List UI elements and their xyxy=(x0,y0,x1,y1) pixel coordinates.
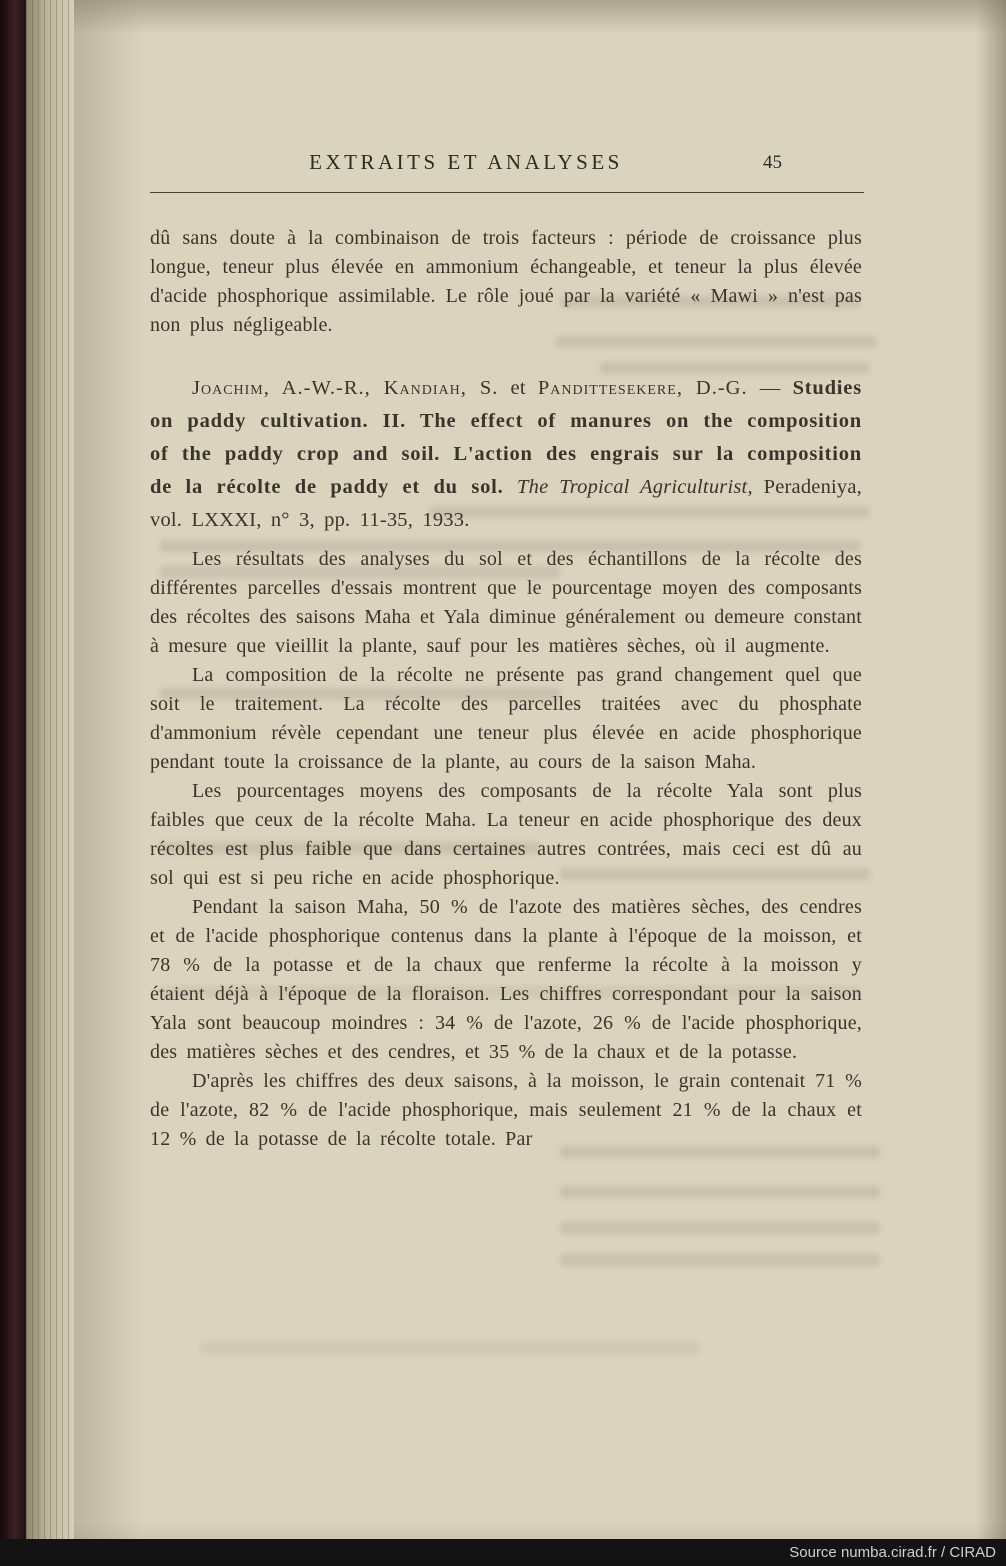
body-paragraph: D'après les chiffres des deux saisons, à la moisson, le grain contenait 71 % de l'azote, 82 % de l'acide phosphorique, mais seulement 21 % de la chaux et 12 % de la potasse de la récolte totale. Par xyxy=(150,1070,862,1150)
text-column xyxy=(150,146,862,1154)
citation-separator: — xyxy=(747,377,793,399)
page-number: 45 xyxy=(763,152,782,173)
body-paragraph: La composition de la récolte ne présente pas grand changement quel que soit le traitement. La récolte des parcelles traitées avec du phosphate d'ammonium révèle cependant une teneur plus élevée en acide phosphorique pendant toute la croissance de la plante, au cours de la saison Maha. xyxy=(150,664,862,773)
body-paragraph: Pendant la saison Maha, 50 % de l'azote des matières sèches, des cendres et de l'acide phosphorique contenus dans la plante à l'époque de la moisson, et 78 % de la potasse et de la chaux que renferme la récolte à la moisson y étaient déjà à l'époque de la floraison. Les chiffres correspondant pour la saison Yala sont beaucoup moindres : 34 % de l'azote, 26 % de l'acide phosphorique, des matières sèches et des cendres, et 35 % de la chaux et de la potasse. xyxy=(150,896,862,1063)
citation-authors: Pandittesekere, D.-G. xyxy=(537,377,748,399)
page-edge-stack xyxy=(26,0,74,1566)
citation-reference: , Peradeniya, vol. LXXXI, n° 3, pp. 11-35, 1933. xyxy=(150,476,863,531)
citation-journal: The Tropical Agriculturist xyxy=(517,476,748,498)
citation-authors: Joachim, A.-W.-R., Kandiah, S. xyxy=(192,377,499,399)
source-credit-bar xyxy=(0,1539,1006,1566)
body-paragraph: Les pourcentages moyens des composants de la récolte Yala sont plus faibles que ceux de la récolte Maha. La teneur en acide phosphorique des deux récoltes est plus faible que dans certaines autres contrées, mais ceci est dû au sol qui est si peu riche en acide phosphorique. xyxy=(150,780,862,889)
citation-paragraph xyxy=(150,372,862,537)
header-rule xyxy=(150,192,864,193)
continuation-paragraph: dû sans doute à la combinaison de trois facteurs : période de croissance plus longue, teneur plus élevée en ammonium échangeable, et teneur la plus élevée d'acide phosphorique assimilable. Le rôle joué par la variété « Mawi » n'est pas non plus négligeable. xyxy=(150,227,862,336)
source-credit-text: Source numba.cirad.fr / CIRAD xyxy=(789,1544,996,1561)
citation-title: Studies on paddy cultivation. II. The effect of manures on the composition of the paddy crop and soil. L'action des engrais sur la composition de la récolte de paddy et du sol. xyxy=(150,377,862,498)
body-paragraph: Les résultats des analyses du sol et des échantillons de la récolte des différentes parcelles d'essais montrent que le pourcentage moyen des composants des récoltes des saisons Maha et Yala diminue généralement ou demeure constant à mesure que vieillit la plante, sauf pour les matières sèches, où il augmente. xyxy=(150,548,862,657)
running-title: EXTRAITS ET ANALYSES xyxy=(309,150,623,174)
citation-conjunction: et xyxy=(498,377,538,399)
page-header xyxy=(150,146,862,196)
book-binding xyxy=(0,0,26,1566)
